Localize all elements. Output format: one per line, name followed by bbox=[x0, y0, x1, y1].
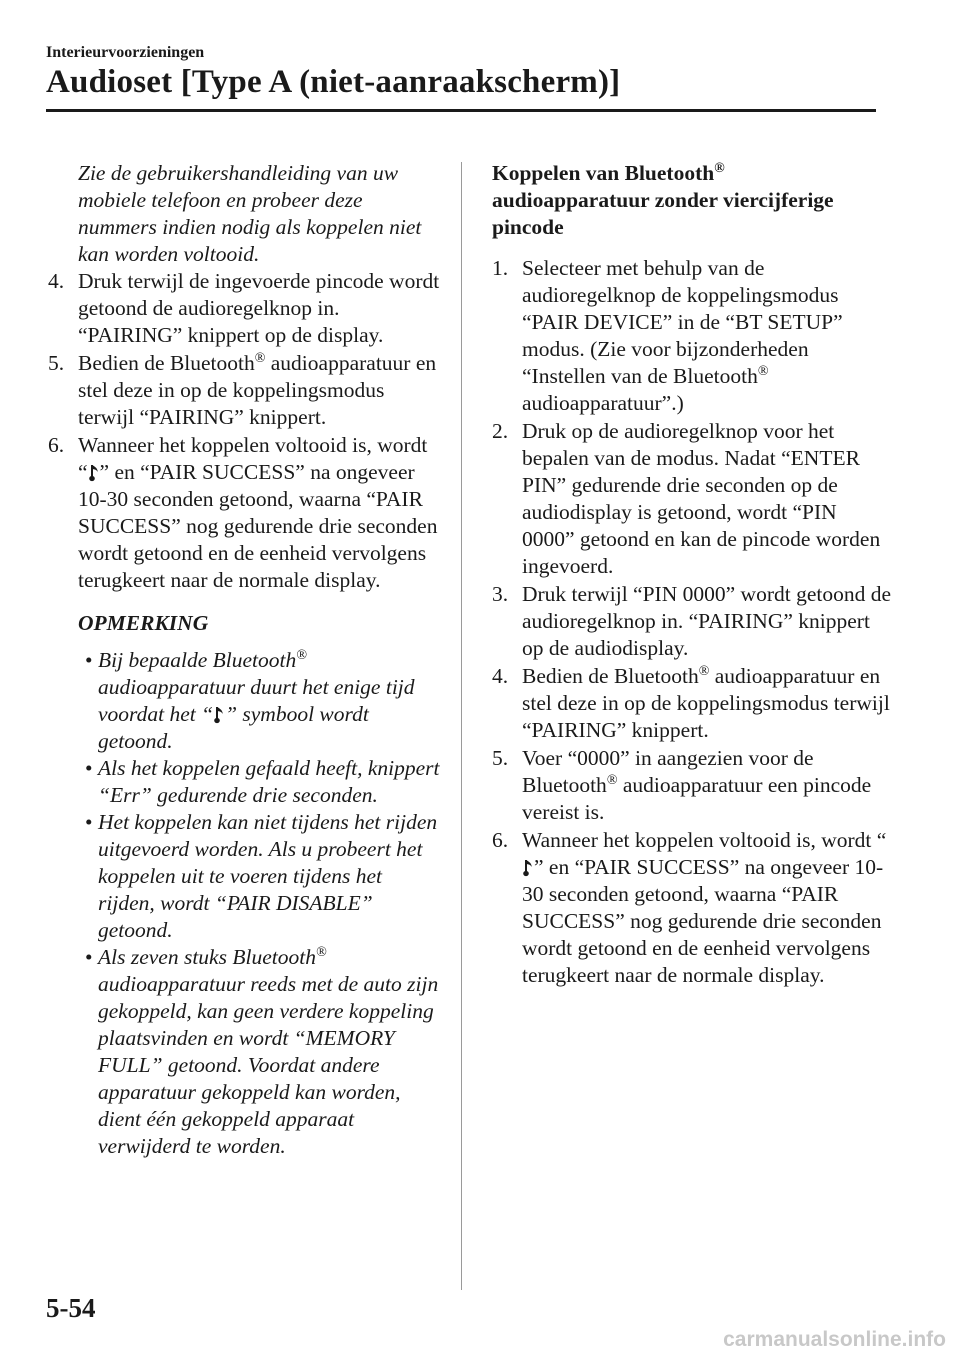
step-text: Bedien de Bluetooth bbox=[78, 351, 255, 375]
page-number: 5-54 bbox=[46, 1293, 96, 1323]
note-bullet bbox=[48, 809, 440, 944]
step-4 bbox=[492, 663, 892, 744]
note-text: audioapparatuur duurt het enige tijd voordat het “ bbox=[98, 675, 415, 726]
bullet-dot: • bbox=[85, 648, 93, 672]
step-number: 2. bbox=[492, 419, 509, 443]
step-number: 6. bbox=[492, 828, 509, 852]
step-text: ” en “PAIR SUCCESS” na ongeveer 10-30 seconden getoond, waarna “PAIR SUCCESS” nog gedurende drie seconden wordt getoond en de eenheid vervolgens terugkeert naar de normale display. bbox=[522, 855, 884, 987]
note-text: audioapparatuur reeds met de auto zijn gekoppeld, kan geen verdere koppeling plaatsvinden en wordt “MEMORY FULL” getoond. Voordat andere apparatuur gekoppeld kan worden, dient één gekoppeld apparaat verwijderd te worden. bbox=[98, 972, 439, 1158]
step-text: Wanneer het koppelen voltooid is, wordt “ bbox=[78, 433, 428, 484]
section-label: Interieurvoorzieningen bbox=[46, 44, 205, 61]
bullet-dot: • bbox=[85, 945, 93, 969]
title-rule bbox=[46, 109, 876, 112]
step-number: 4. bbox=[48, 269, 65, 293]
step-2 bbox=[492, 418, 892, 580]
right-step-list bbox=[492, 255, 892, 989]
section-heading bbox=[492, 160, 892, 241]
step-text: audioapparatuur”.) bbox=[522, 391, 684, 415]
step-number: 4. bbox=[492, 664, 509, 688]
step-text: Selecteer met behulp van de audioregelknop de koppelingsmodus “PAIR DEVICE” in de “BT SETUP” modus. (Zie voor bijzonderheden “Instellen van de Bluetooth bbox=[522, 256, 843, 388]
bullet-dot: • bbox=[85, 756, 93, 780]
right-column bbox=[492, 160, 892, 990]
step-text: Druk terwijl de ingevoerde pincode wordt getoond de audioregelknop in. “PAIRING” knippert op de display. bbox=[78, 269, 440, 347]
step-text: Druk op de audioregelknop voor het bepalen van de modus. Nadat “ENTER PIN” gedurende drie seconden op de audiodisplay is getoond, wordt “PIN 0000” getoond en kan de pincode worden ingevoerd. bbox=[522, 419, 881, 578]
step-1 bbox=[492, 255, 892, 417]
page-title: Audioset [Type A (niet-aanraakscherm)] bbox=[46, 64, 621, 100]
step-number: 5. bbox=[492, 746, 509, 770]
heading-text: audioapparatuur zonder viercijferige pincode bbox=[492, 188, 834, 239]
step-number: 5. bbox=[48, 351, 65, 375]
heading-text: Koppelen van Bluetooth bbox=[492, 161, 715, 185]
registered-mark: ® bbox=[296, 648, 307, 663]
registered-mark: ® bbox=[606, 773, 618, 788]
step-text: Voer “0000” in aangezien voor de Bluetooth bbox=[522, 746, 814, 797]
note-text: Het koppelen kan niet tijdens het rijden uitgevoerd worden. Als u probeert het koppelen uit te voeren tijdens het rijden, wordt “PAIR DISABLE” getoond. bbox=[98, 810, 438, 942]
bluetooth-note-icon bbox=[523, 859, 533, 877]
bluetooth-note-icon bbox=[214, 706, 224, 724]
left-step-list bbox=[48, 268, 440, 594]
note-text: Bij bepaalde Bluetooth bbox=[98, 648, 297, 672]
step-number: 3. bbox=[492, 582, 509, 606]
step-6 bbox=[492, 827, 892, 989]
registered-mark: ® bbox=[714, 161, 725, 176]
step-4 bbox=[48, 268, 440, 349]
registered-mark: ® bbox=[757, 364, 769, 379]
step-text: Bedien de Bluetooth bbox=[522, 664, 699, 688]
registered-mark: ® bbox=[254, 351, 266, 366]
step-5 bbox=[48, 350, 440, 431]
left-column bbox=[48, 160, 440, 1160]
note-text: Als zeven stuks Bluetooth bbox=[98, 945, 316, 969]
note-text: Als het koppelen gefaald heeft, knippert “Err” gedurende drie seconden. bbox=[98, 756, 440, 807]
registered-mark: ® bbox=[315, 945, 327, 960]
note-bullet-list bbox=[48, 647, 440, 1160]
watermark: carmanualsonline.info bbox=[723, 1328, 946, 1351]
bluetooth-note-icon bbox=[89, 464, 99, 482]
step-3 bbox=[492, 581, 892, 662]
step-text: ” en “PAIR SUCCESS” na ongeveer 10-30 seconden getoond, waarna “PAIR SUCCESS” nog gedurende drie seconden wordt getoond en de eenheid vervolgens terugkeert naar de normale display. bbox=[78, 460, 438, 592]
step-5 bbox=[492, 745, 892, 826]
note-bullet bbox=[48, 944, 440, 1160]
step-text: audioapparatuur en stel deze in op de koppelingsmodus terwijl “PAIRING” knippert. bbox=[78, 351, 437, 429]
bullet-dot: • bbox=[85, 810, 93, 834]
column-divider bbox=[461, 162, 462, 1290]
continued-note: Zie de gebruikershandleiding van uw mobiele telefoon en probeer deze nummers indien nodig als koppelen niet kan worden voltooid. bbox=[78, 161, 422, 266]
note-bullet bbox=[48, 755, 440, 809]
step-6 bbox=[48, 432, 440, 594]
step-number: 6. bbox=[48, 433, 65, 457]
note-heading: OPMERKING bbox=[78, 611, 209, 635]
step-text: Wanneer het koppelen voltooid is, wordt “ bbox=[522, 828, 887, 852]
step-text: audioapparatuur en stel deze in op de koppelingsmodus terwijl “PAIRING” knippert. bbox=[522, 664, 890, 742]
note-text: ” symbool wordt getoond. bbox=[98, 702, 369, 753]
step-text: Druk terwijl “PIN 0000” wordt getoond de audioregelknop in. “PAIRING” knippert op de audiodisplay. bbox=[522, 582, 892, 660]
step-number: 1. bbox=[492, 256, 509, 280]
step-text: audioapparatuur een pincode vereist is. bbox=[522, 773, 872, 824]
note-bullet bbox=[48, 647, 440, 755]
registered-mark: ® bbox=[698, 664, 710, 679]
